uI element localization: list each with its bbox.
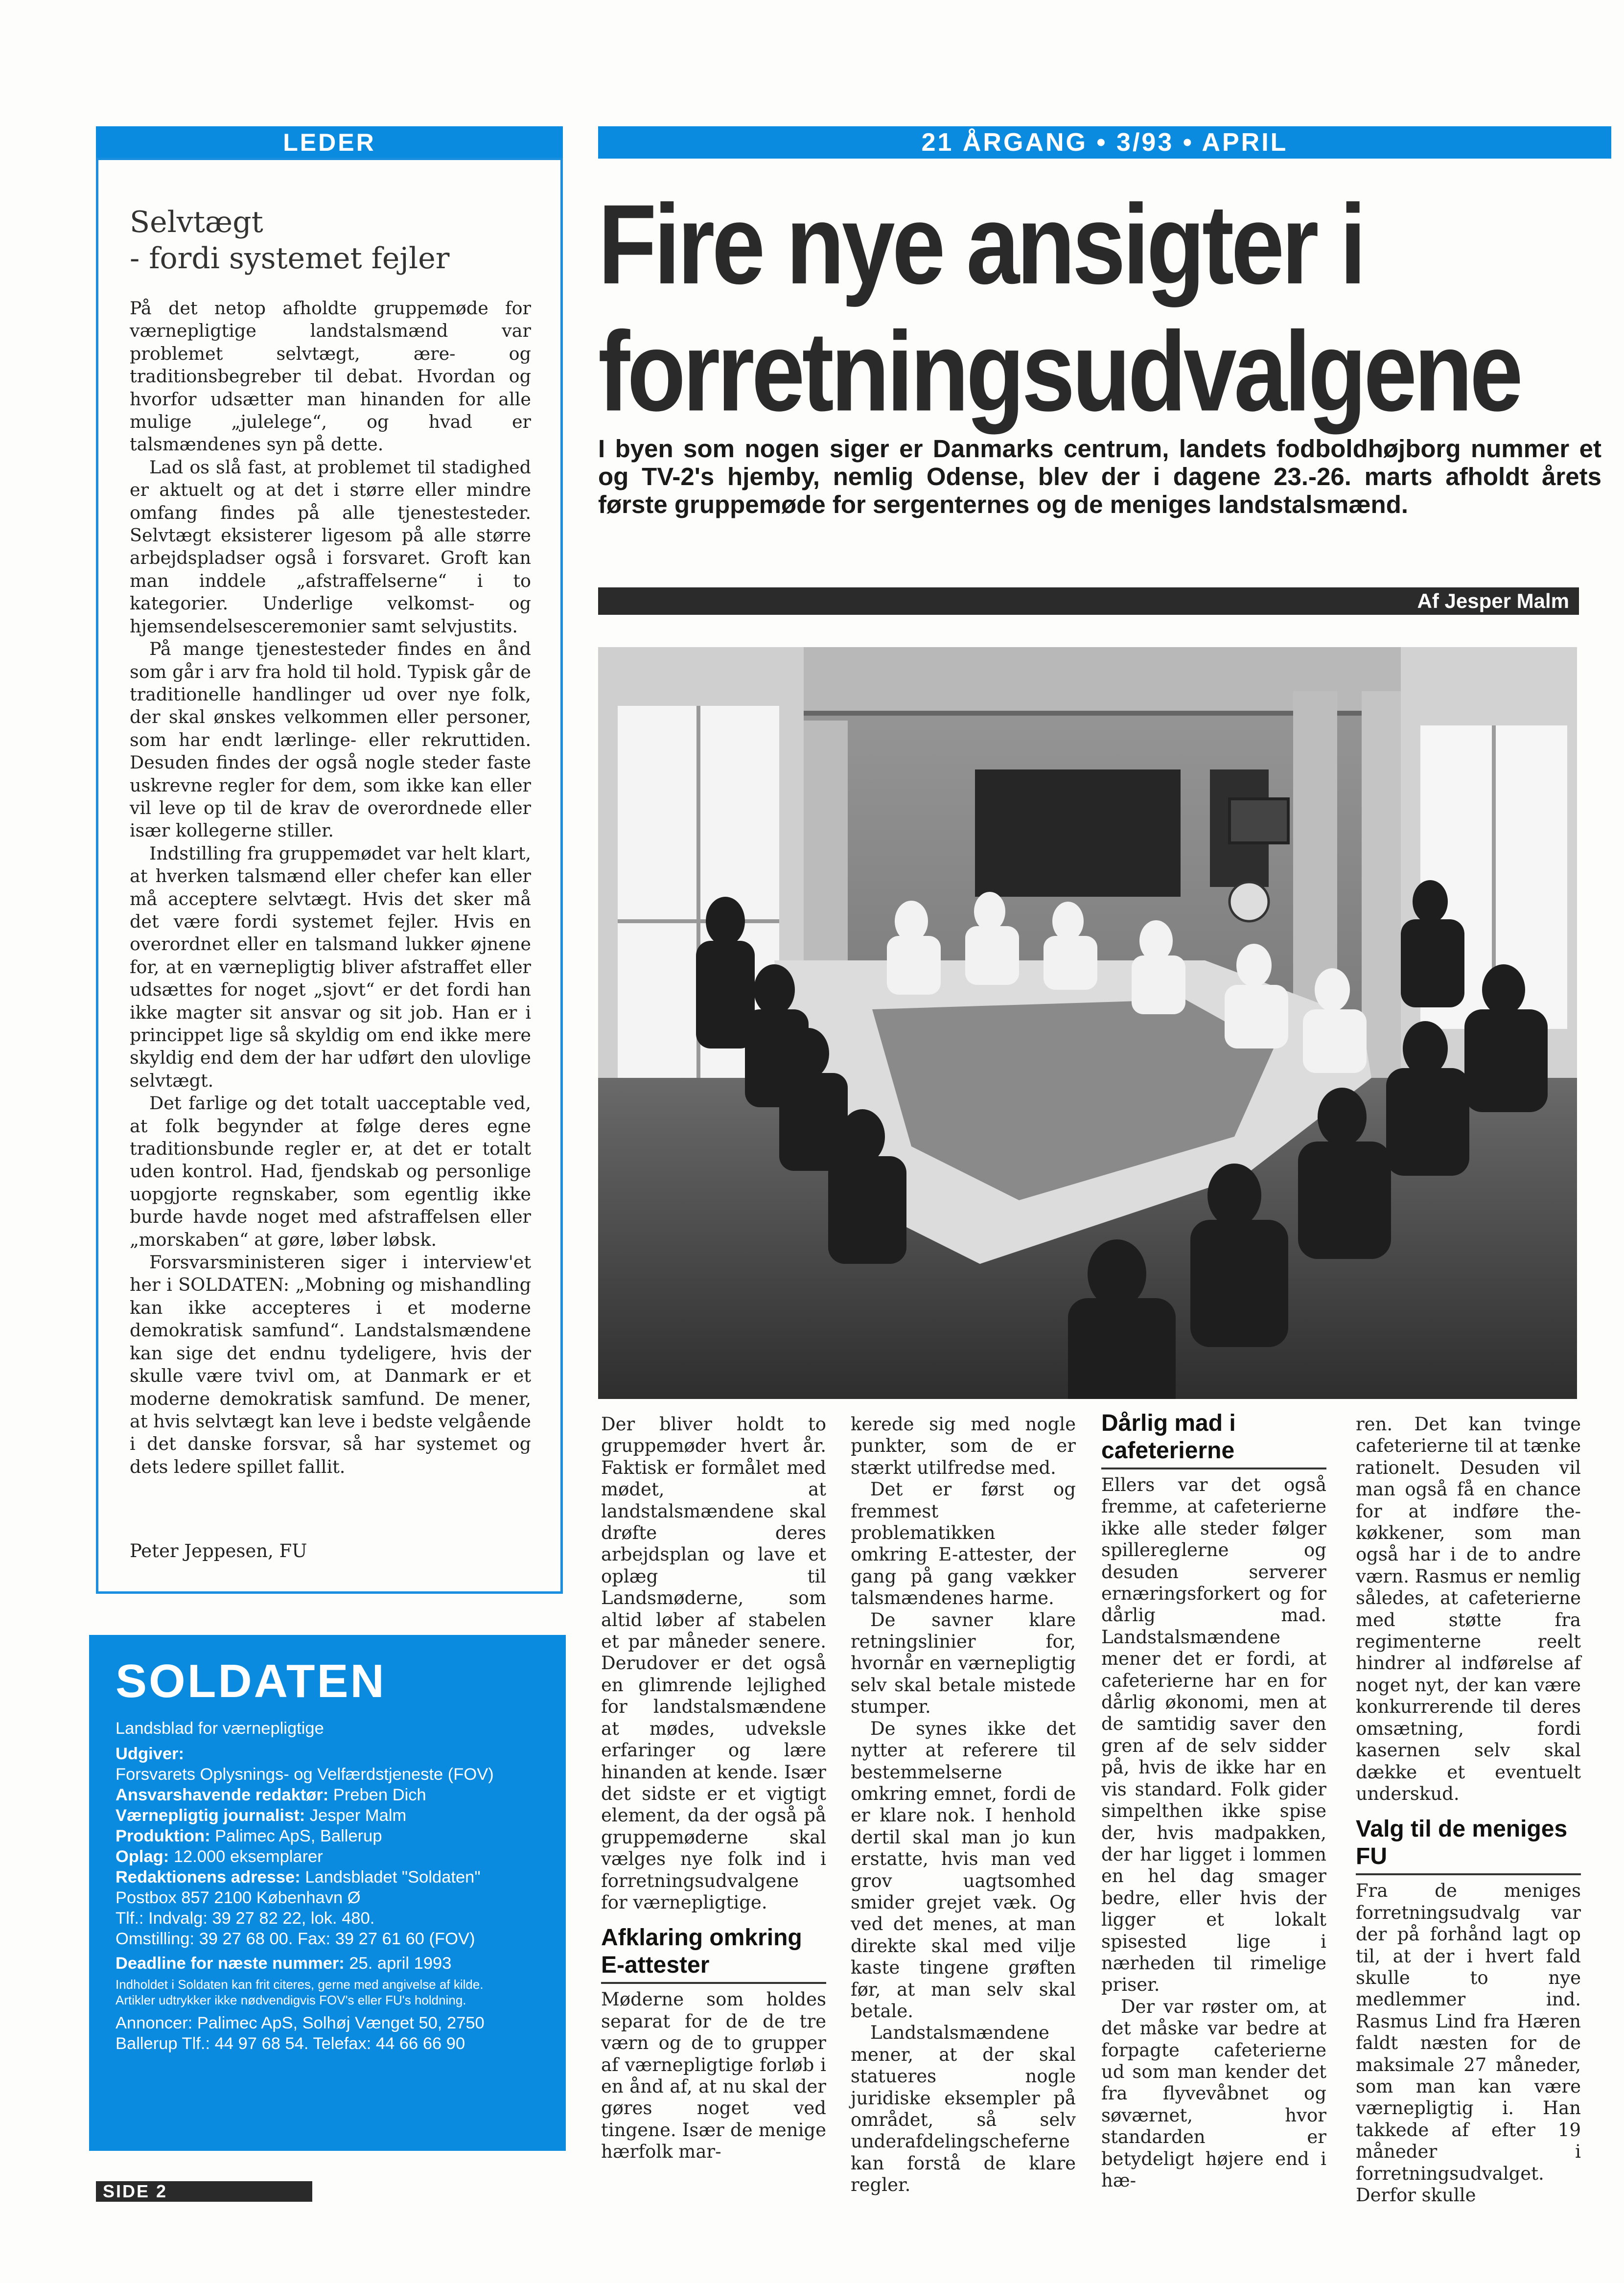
leder-paragraph: Lad os slå fast, at problemet til stadighed er aktuelt og at det i større eller mindre omfang findes på alle tjenestesteder. Selvtægt eksisterer ligesom på alle større arbejdspladser også i forsvaret. Groft kan man inddele „afstraffelserne“ i to kategorier. Underlige velkomst- og hjemsendelsesceremonier samt selvjustits. [130, 456, 531, 637]
leder-header-label: LEDER [283, 129, 376, 156]
leder-paragraph: Det farlige og det totalt uacceptable ved, at folk begynder at følge deres egne traditionsbunde regler er, at det er totalt uden kontrol. Had, fjendskab og personlige uopgjorte regnskaber, som egentlig ikke burde havde noget med afstraffelsen eller „morskaben“ at gøre, løber løbsk. [130, 1093, 531, 1250]
annoncer-line-1: Annoncer: Palimec ApS, Solhøj Vænget 50, 2750 [116, 2014, 485, 2032]
udgiver-value: Forsvarets Oplysnings- og Velfærdstjeneste (FOV) [116, 1765, 494, 1784]
page-number: SIDE 2 [103, 2181, 168, 2201]
fine-print-1: Indholdet i Soldaten kan frit citeres, gerne med angivelse af kilde. [116, 1977, 484, 1992]
soldaten-title: SOLDATEN [116, 1655, 386, 1707]
produktion-label: Produktion: [116, 1827, 210, 1845]
oplag-label: Oplag: [116, 1847, 169, 1866]
article-paragraph: Fra de meniges forretningsudvalg var der på forhånd lagt op til, at der i hvert fald skulle to nye medlemmer ind. Rasmus Lind fra Hæren faldt næsten for de maksimale 27 måneder, som man kan være værnepligtig i. Han takkede af efter 19 måneder i forretningsudvalget. Derfor skulle [1356, 1880, 1581, 2206]
article-paragraph: Der var røster om, at det måske var bedre at forpagte cafeterierne ud som man kender det fra flyvevåbnet og søværnet, hvor standarden er betydeligt højere end i hæ- [1101, 1996, 1326, 2191]
fine-print-2: Artikler udtrykker ikke nødvendigvis FOV's eller FU's holdning. [116, 1993, 466, 2007]
page-number-bar [96, 2181, 312, 2202]
adresse-value: Landsbladet "Soldaten" [305, 1868, 481, 1887]
redaktor-label: Ansvarshavende redaktør: [116, 1786, 329, 1804]
leder-paragraph: På det netop afholdte gruppemøde for værnepligtige landstalsmænd var problemet selvtægt, ære- og traditionsbegreber til debat. Hvordan og hvorfor udsætter man hinanden for alle mulige „julelege“, og hvad er talsmændenes syn på dette. [130, 298, 531, 455]
produktion-value: Palimec ApS, Ballerup [215, 1827, 382, 1845]
deadline-label: Deadline for næste nummer: [116, 1954, 345, 1973]
issue-label: 21 ÅRGANG • 3/93 • APRIL [921, 128, 1288, 157]
leder-title-line-1: Selvtægt [130, 205, 263, 239]
subhead-e-attester: Afklaring omkring E-attester [601, 1924, 826, 1984]
annoncer-line-2: Ballerup Tlf.: 44 97 68 54. Telefax: 44 66 66 90 [116, 2034, 465, 2053]
photo [598, 647, 1577, 1399]
leder-title-line-2: - fordi systemet fejler [130, 241, 450, 276]
leder-paragraph: Indstilling fra gruppemødet var helt klart, at hverken talsmænd eller chefer kan eller må acceptere selvtægt. Hvis det sker må det være fordi systemet fejler. Hvis en overordnet eller en talsmand lukker øjnene for, at en værnepligtig bliver afstraffet eller udsættes for noget „sjovt“ er det fordi han ikke magter sit ansvar og sit job. Han er i princippet lige så skyldig om end ikke mere skyldig end dem der har udført den ulovlige selvtægt. [130, 842, 531, 1091]
deadline-value: 25. april 1993 [349, 1954, 452, 1973]
headline-line-1: Fire nye ansigter i [598, 181, 1364, 308]
subhead-cafeterierne: Dårlig mad i cafeterierne [1101, 1410, 1326, 1469]
article-paragraph: De savner klare retningslinier for, hvornår en værnepligtig selv skal betale mistede stumper. [851, 1609, 1076, 1718]
article-column-4 [1356, 1414, 1581, 2206]
article-paragraph: Landstalsmændene mener, at der skal statueres nogle juridiske eksempler på området, så selv underafdelingscheferne kan forstå de klare regler. [851, 2022, 1076, 2196]
leder-paragraph: På mange tjenestesteder findes en ånd som går i arv fra hold til hold. Typisk går de traditionelle handlinger ud over nye folk, der skal ønskes velkommen eller personer, som har endt lærlinge- eller rekruttiden. Desuden findes der også nogle steder faste uskrevne regler for dem, som ikke kan eller vil leve op til de krav de overordnede eller især kollegerne stiller. [130, 638, 531, 841]
adresse-label: Redaktionens adresse: [116, 1868, 301, 1887]
oplag-value: 12.000 eksemplarer [173, 1847, 323, 1866]
leder-signature: Peter Jeppesen, FU [130, 1540, 307, 1561]
redaktor-value: Preben Dich [333, 1786, 426, 1804]
article-column-1 [601, 1414, 826, 2163]
leder-title [130, 204, 531, 277]
soldaten-masthead-box [89, 1635, 566, 2151]
udgiver-label: Udgiver: [116, 1745, 184, 1763]
article-paragraph: Der bliver holdt to gruppemøder hvert år. Faktisk er formålet med mødet, at landstalsmændene skal drøfte deres arbejdsplan og lave et oplæg til Landsmøderne, som altid løber af stabelen et par måneder senere. Derudover er det også en glimrende lejlighed for landstalsmændene at mødes, udveksle erfaringer og lære hinanden at kende. Især det sidste er et vigtigt element, da der også på gruppemøderne skal vælges nye folk ind i forretningsudvalgene for værnepligtige. [601, 1414, 826, 1913]
article-paragraph: De synes ikke det nytter at referere til bestemmelserne omkring emnet, fordi de er klare nok. I henhold dertil skal man jo kun erstatte, hvis man ved grov uagtsomhed smider grejet væk. Og ved det menes, at man direkte skal med vilje kaste tingene grøften før, at man selv skal betale. [851, 1718, 1076, 2022]
soldaten-subtitle: Landsblad for værnepligtige [116, 1719, 324, 1738]
leder-text [130, 297, 531, 1478]
soldaten-info [116, 1718, 546, 2054]
article-paragraph: Det er først og fremmest problematikken omkring E-attester, der gang på gang vækker talsmændenes harme. [851, 1479, 1076, 1609]
article-paragraph: Ellers var det også fremme, at cafeterierne ikke alle steder følger spillereglerne og desuden serverer ernæringsforkert og for dårlig mad. Landstalsmændene mener det er fordi, at cafeterierne har en for dårlig økonomi, men at de samtidig saver den gren af de selv sidder på, hvis de ikke har en vis standard. Folk gider simpelthen ikke spise der, hvis madpakken, der har ligget i lommen en hel dag smager bedre, eller hvis der ligger et lokalt spisested lige i nærheden til rimelige priser. [1101, 1474, 1326, 1996]
byline-bar [598, 587, 1579, 615]
leder-paragraph: Forsvarsministeren siger i interview'et her i SOLDATEN: „Mobning og mishandling kan ikke accepteres i et moderne demokratisk samfund“. Landstalsmændene kan sige det endnu tydeligere, hvis der skulle være tvivl om, at Danmark er et moderne demokratisk samfund. De mener, at hvis selvtægt kan leve i bedste velgående i det danske forsvar, så har systemet og dets ledere spillet fallit. [130, 1252, 531, 1477]
issue-bar [598, 126, 1611, 159]
subhead-valg: Valg til de meniges FU [1356, 1816, 1581, 1875]
journalist-value: Jesper Malm [309, 1806, 407, 1825]
leder-box [96, 158, 563, 1594]
journalist-label: Værnepligtig journalist: [116, 1806, 305, 1825]
byline: Af Jesper Malm [1417, 589, 1569, 612]
article-paragraph: Møderne som holdes separat for de de tre værn og de to grupper af værnepligtige forløb i en ånd af, at nu skal der gøres noget ved tingene. Især de menige hærfolk mar- [601, 1989, 826, 2163]
article-paragraph: ren. Det kan tvinge cafeterierne til at tænke rationelt. Desuden vil man også få en chance for at indføre the-køkkener, som man også har i de to andre værn. Rasmus er nemlig således, at cafeterierne med støtte fra regimenterne reelt hindrer al indførelse af noget nyt, der kan være konkurrerende til deres omsætning, fordi kasernen selv skal dække et eventuelt underskud. [1356, 1414, 1581, 1804]
headline [598, 181, 1616, 435]
article-column-3 [1101, 1410, 1326, 2191]
telefon-line: Tlf.: Indvalg: 39 27 82 22, lok. 480. [116, 1909, 375, 1928]
headline-line-2: forretningsudvalgene [598, 308, 1520, 435]
article-column-2 [851, 1414, 1076, 2196]
meeting-photo-illustration [598, 647, 1577, 1399]
leder-header-bar [96, 126, 563, 159]
omstilling-line: Omstilling: 39 27 68 00. Fax: 39 27 61 60 (FOV) [116, 1930, 475, 1948]
article-paragraph: kerede sig med nogle punkter, som de er stærkt utilfredse med. [851, 1414, 1076, 1478]
adresse-line-2: Postbox 857 2100 København Ø [116, 1888, 361, 1907]
lead-paragraph: I byen som nogen siger er Danmarks centrum, landets fodboldhøjborg nummer et og TV-2's hjemby, nemlig Odense, blev der i dagene 23.-26. marts afholdt årets første gruppemøde for sergenternes og de meniges landstalsmænd. [598, 435, 1601, 518]
